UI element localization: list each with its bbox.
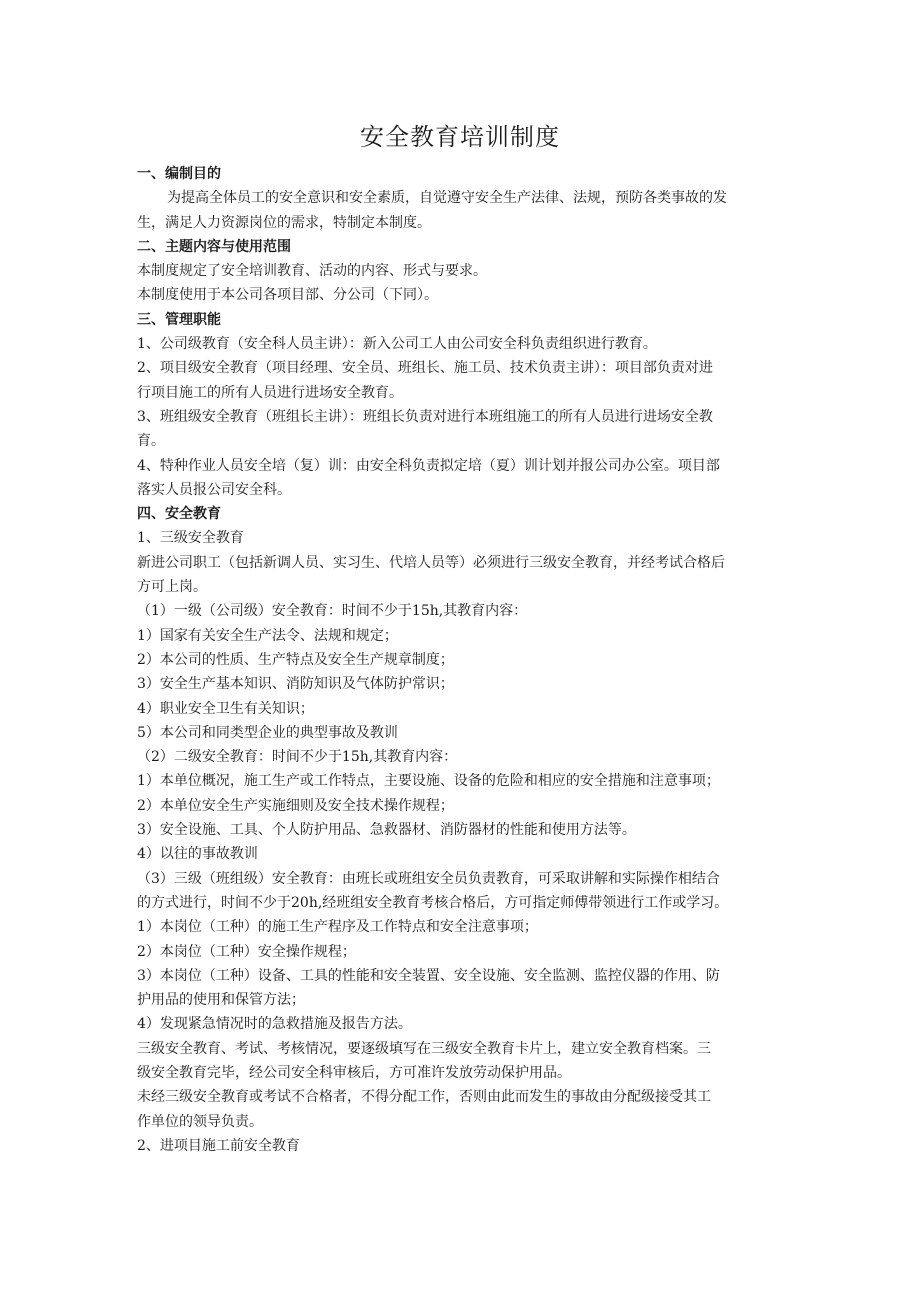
text-line: 2、进项目施工前安全教育 [137,1137,300,1154]
text-line: 1）国家有关安全生产法令、法规和规定； [137,627,398,644]
text-line: 4、特种作业人员安全培（复）训：由安全科负责拟定培（夏）训计划并报公司办公室。项目部 [137,457,720,474]
text-line: 3）安全生产基本知识、消防知识及气体防护常识； [137,676,454,693]
section-heading: 二、主题内容与使用范围 [137,238,291,255]
text-line: 的方式进行，时间不少于20h,经班组安全教育考核合格后，方可指定师傅带领进行工作或学习。 [137,894,729,911]
section-heading: 四、安全教育 [137,506,221,523]
text-line: 1、公司级教育（安全科人员主讲）：新入公司工人由公司安全科负责组织进行教育。 [137,336,657,353]
text-line: 护用品的使用和保管方法； [137,992,305,1009]
text-line: 4）以往的事故教训 [137,846,258,863]
document-title: 安全教育培训制度 [360,123,560,151]
text-line: 2）本公司的性质、生产特点及安全生产规章制度； [137,651,454,668]
section-heading: 三、管理职能 [137,311,221,328]
text-line: 1）本单位概况，施工生产或工作特点，主要设施、设备的危险和相应的安全措施和注意事项； [137,773,720,790]
text-line: 本制度规定了安全培训教育、活动的内容、形式与要求。 [137,263,487,280]
text-line: 级安全教育完毕，经公司安全科审核后，方可准许发放劳动保护用品。 [137,1064,571,1081]
document-body [137,162,787,1158]
text-line: 4）发现紧急情况时的急救措施及报告方法。 [137,1016,412,1033]
text-line: 2）本岗位（工种）安全操作规程； [137,943,356,960]
text-line: 1）本岗位（工种）的施工生产程序及工作特点和安全注意事项； [137,919,538,936]
text-line: 未经三级安全教育或考试不合格者，不得分配工作，否则由此而发生的事故由分配级接受其工 [137,1089,711,1106]
text-line: （2）二级安全教育：时间不少于15h,其教育内容： [137,749,458,766]
text-line: 5）本公司和同类型企业的典型事故及教训 [137,724,398,741]
text-line: 3、班组级安全教育（班组长主讲）：班组长负责对进行本班组施工的所有人员进行进场安全教 [137,408,713,425]
text-line: 1、三级安全教育 [137,530,244,547]
text-line: 新进公司职工（包括新调人员、实习生、代培人员等）必须进行三级安全教育，并经考试合格后 [137,554,725,571]
section-heading: 一、编制目的 [137,166,221,182]
text-line: 3）安全设施、工具、个人防护用品、急救器材、消防器材的性能和使用方法等。 [137,822,636,839]
text-line: 2）本单位安全生产实施细则及安全技术操作规程； [137,797,454,814]
text-line: 行项目施工的所有人员进行进场安全教育。 [137,384,403,401]
text-line: 2、项目级安全教育（项目经理、安全员、班组长、施工员、技术负责主讲）：项目部负责对进 [137,360,713,377]
text-line: 作单位的领导负责。 [137,1113,263,1130]
text-line: 三级安全教育、考试、考核情况，要逐级填写在三级安全教育卡片上，建立安全教育档案。三 [137,1040,711,1057]
text-line: 为提高全体员工的安全意识和安全素质，自觉遵守安全生产法律、法规，预防各类事故的发 [167,190,727,207]
text-line: 4）职业安全卫生有关知识； [137,700,314,717]
text-line: 落实人员报公司安全科。 [137,481,291,498]
text-line: 生，满足人力资源岗位的需求，特制定本制度。 [137,214,431,231]
text-line: 育。 [137,433,165,450]
text-line: （3）三级（班组级）安全教育：由班长或班组安全员负责教育，可采取讲解和实际操作相结合 [137,870,720,887]
text-line: 3）本岗位（工种）设备、工具的性能和安全装置、安全设施、安全监测、监控仪器的作用、防 [137,967,720,984]
text-line: 方可上岗。 [137,579,207,596]
text-line: 本制度使用于本公司各项目部、分公司（下同）。 [137,287,438,304]
text-line: （1）一级（公司级）安全教育：时间不少于15h,其教育内容： [137,603,528,620]
